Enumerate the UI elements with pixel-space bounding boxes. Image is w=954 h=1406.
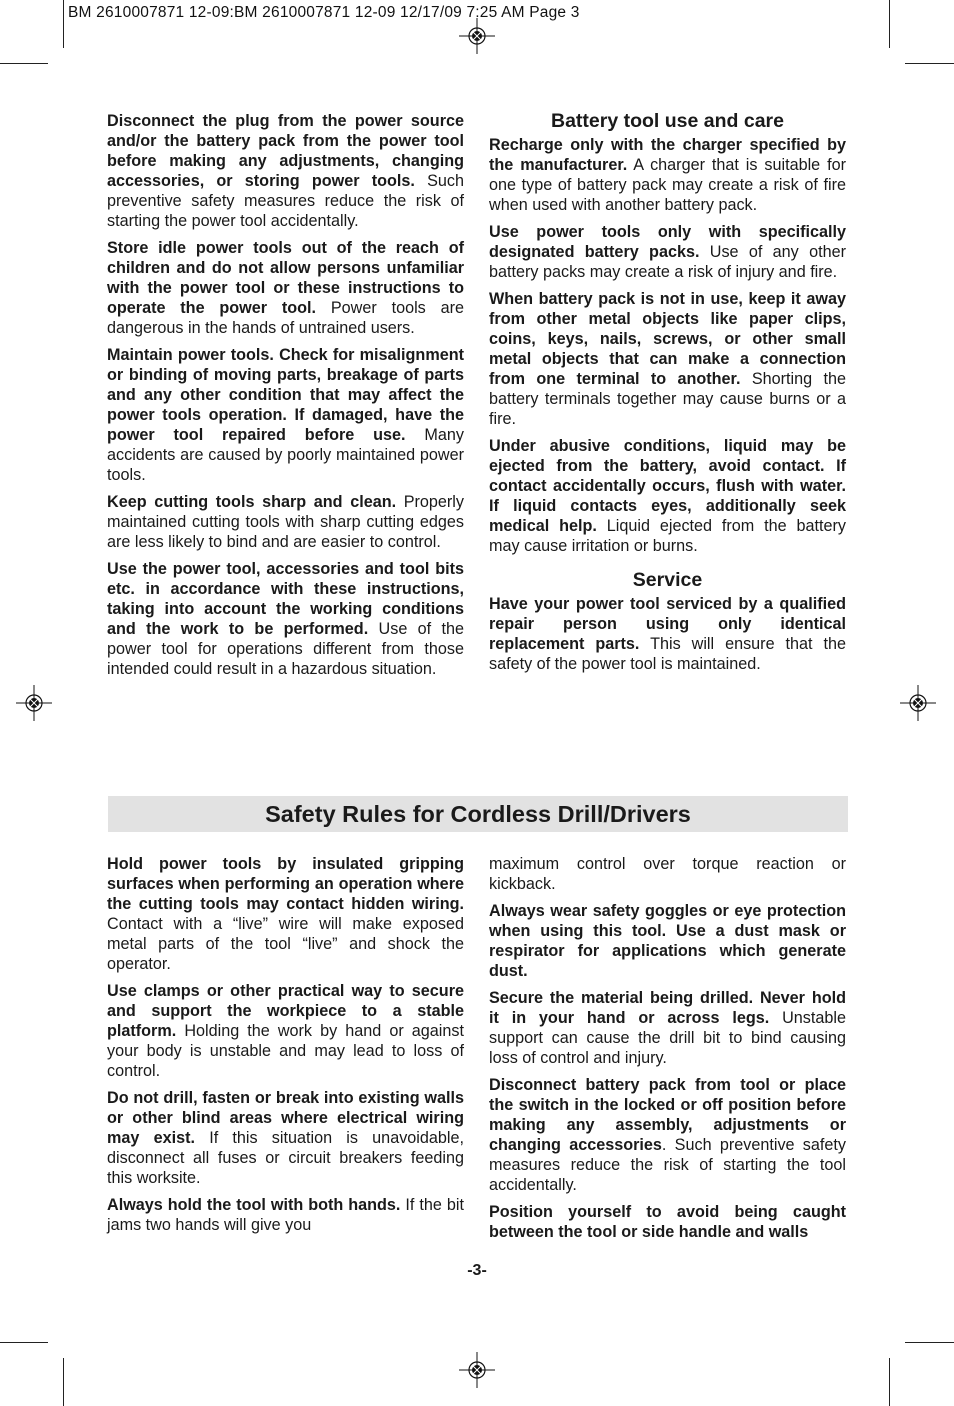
safety-paragraph: Hold power tools by insulated gripping surfaces when performing an operation where the cutting tools may contact hidden wiring. Contact with a “live” wire will make exposed metal parts of the tool “live” and shock the operator. [107,855,464,973]
safety-paragraph: Keep cutting tools sharp and clean. Properly maintained cutting tools with sharp cutting edges are less likely to bind and are easier to control. [107,493,464,551]
section-banner-title: Safety Rules for Cordless Drill/Drivers [108,796,848,832]
safety-paragraph: Do not drill, fasten or break into existing walls or other blind areas where electrical wiring may exist. If this situation is unavoidable, disconnect all fuses or circuit breakers feeding this worksite. [107,1089,464,1187]
crop-mark [889,1358,890,1406]
crop-mark [63,1358,64,1406]
service-section-heading: Service [632,569,703,591]
crop-mark [0,63,48,64]
safety-paragraph: Position yourself to avoid being caught between the tool or side handle and walls [489,1203,846,1241]
safety-paragraph: Use clamps or other practical way to secure and support the workpiece to a stable platform. Holding the work by hand or against your body is unstable and may lead to loss of control. [107,982,464,1080]
safety-paragraph: Always wear safety goggles or eye protection when using this tool. Use a dust mask or respirator for applications which generate dust. [489,902,846,980]
right-bottom-column [489,854,846,1249]
safety-paragraph: Use the power tool, accessories and tool bits etc. in accordance with these instructions, taking into account the working conditions and the work to be performed. Use of the power tool for operations different from those intended could result in a hazardous situation. [107,560,464,678]
registration-mark-icon [900,685,936,721]
safety-paragraph: Disconnect battery pack from tool or place the switch in the locked or off position before making any assembly, adjustments or changing accessories. Such preventive safety measures reduce the risk of starting the tool accidentally. [489,1076,846,1194]
safety-paragraph: Recharge only with the charger specified by the manufacturer. A charger that is suitable for one type of battery pack may create a risk of fire when used with another battery pack. [489,136,846,214]
safety-paragraph: Use power tools only with specifically designated battery packs. Use of any other battery packs may create a risk of injury and fire. [489,223,846,281]
print-slug: BM 2610007871 12-09:BM 2610007871 12-09 12/17/09 7:25 AM Page 3 [68,4,580,21]
crop-mark [905,63,954,64]
safety-paragraph: Have your power tool serviced by a qualified repair person using only identical replacement parts. This will ensure that the safety of the power tool is maintained. [489,595,846,673]
battery-section-heading: Battery tool use and care [551,110,784,132]
left-bottom-column [107,854,464,1242]
left-top-column [107,111,464,686]
safety-paragraph: Maintain power tools. Check for misalignment or binding of moving parts, breakage of parts and any other condition that may affect the power tools operation. If damaged, have the power tool repaired before use. Many accidents are caused by poorly maintained power tools. [107,346,464,484]
page-number: -3- [467,1262,487,1279]
safety-paragraph: Always hold the tool with both hands. If the bit jams two hands will give you [107,1196,465,1234]
registration-mark-icon [16,685,52,721]
safety-paragraph: Secure the material being drilled. Never hold it in your hand or across legs. Unstable support can cause the drill bit to bind causing loss of control and injury. [489,989,846,1067]
crop-mark [63,0,64,48]
safety-paragraph: maximum control over torque reaction or kickback. [489,855,846,893]
registration-mark-icon [459,1352,495,1388]
registration-mark-icon [459,18,495,54]
safety-paragraph: When battery pack is not in use, keep it away from other metal objects like paper clips, coins, keys, nails, screws, or other small metal objects that can make a connection from one terminal to another. Shorting the battery terminals together may cause burns or a fire. [489,290,846,428]
right-top-column [489,109,846,681]
crop-mark [889,0,890,48]
safety-paragraph: Store idle power tools out of the reach of children and do not allow persons unfamiliar with the power tool or these instructions to operate the power tool. Power tools are dangerous in the hands of untrained users. [107,239,464,337]
crop-mark [905,1342,954,1343]
crop-mark [0,1342,48,1343]
safety-paragraph: Disconnect the plug from the power source and/or the battery pack from the power tool before making any adjustments, changing accessories, or storing power tools. Such preventive safety measures reduce the risk of starting the power tool accidentally. [107,112,464,230]
safety-paragraph: Under abusive conditions, liquid may be ejected from the battery, avoid contact. If contact accidentally occurs, flush with water. If liquid contacts eyes, additionally seek medical help. Liquid ejected from the battery may cause irritation or burns. [489,437,846,555]
